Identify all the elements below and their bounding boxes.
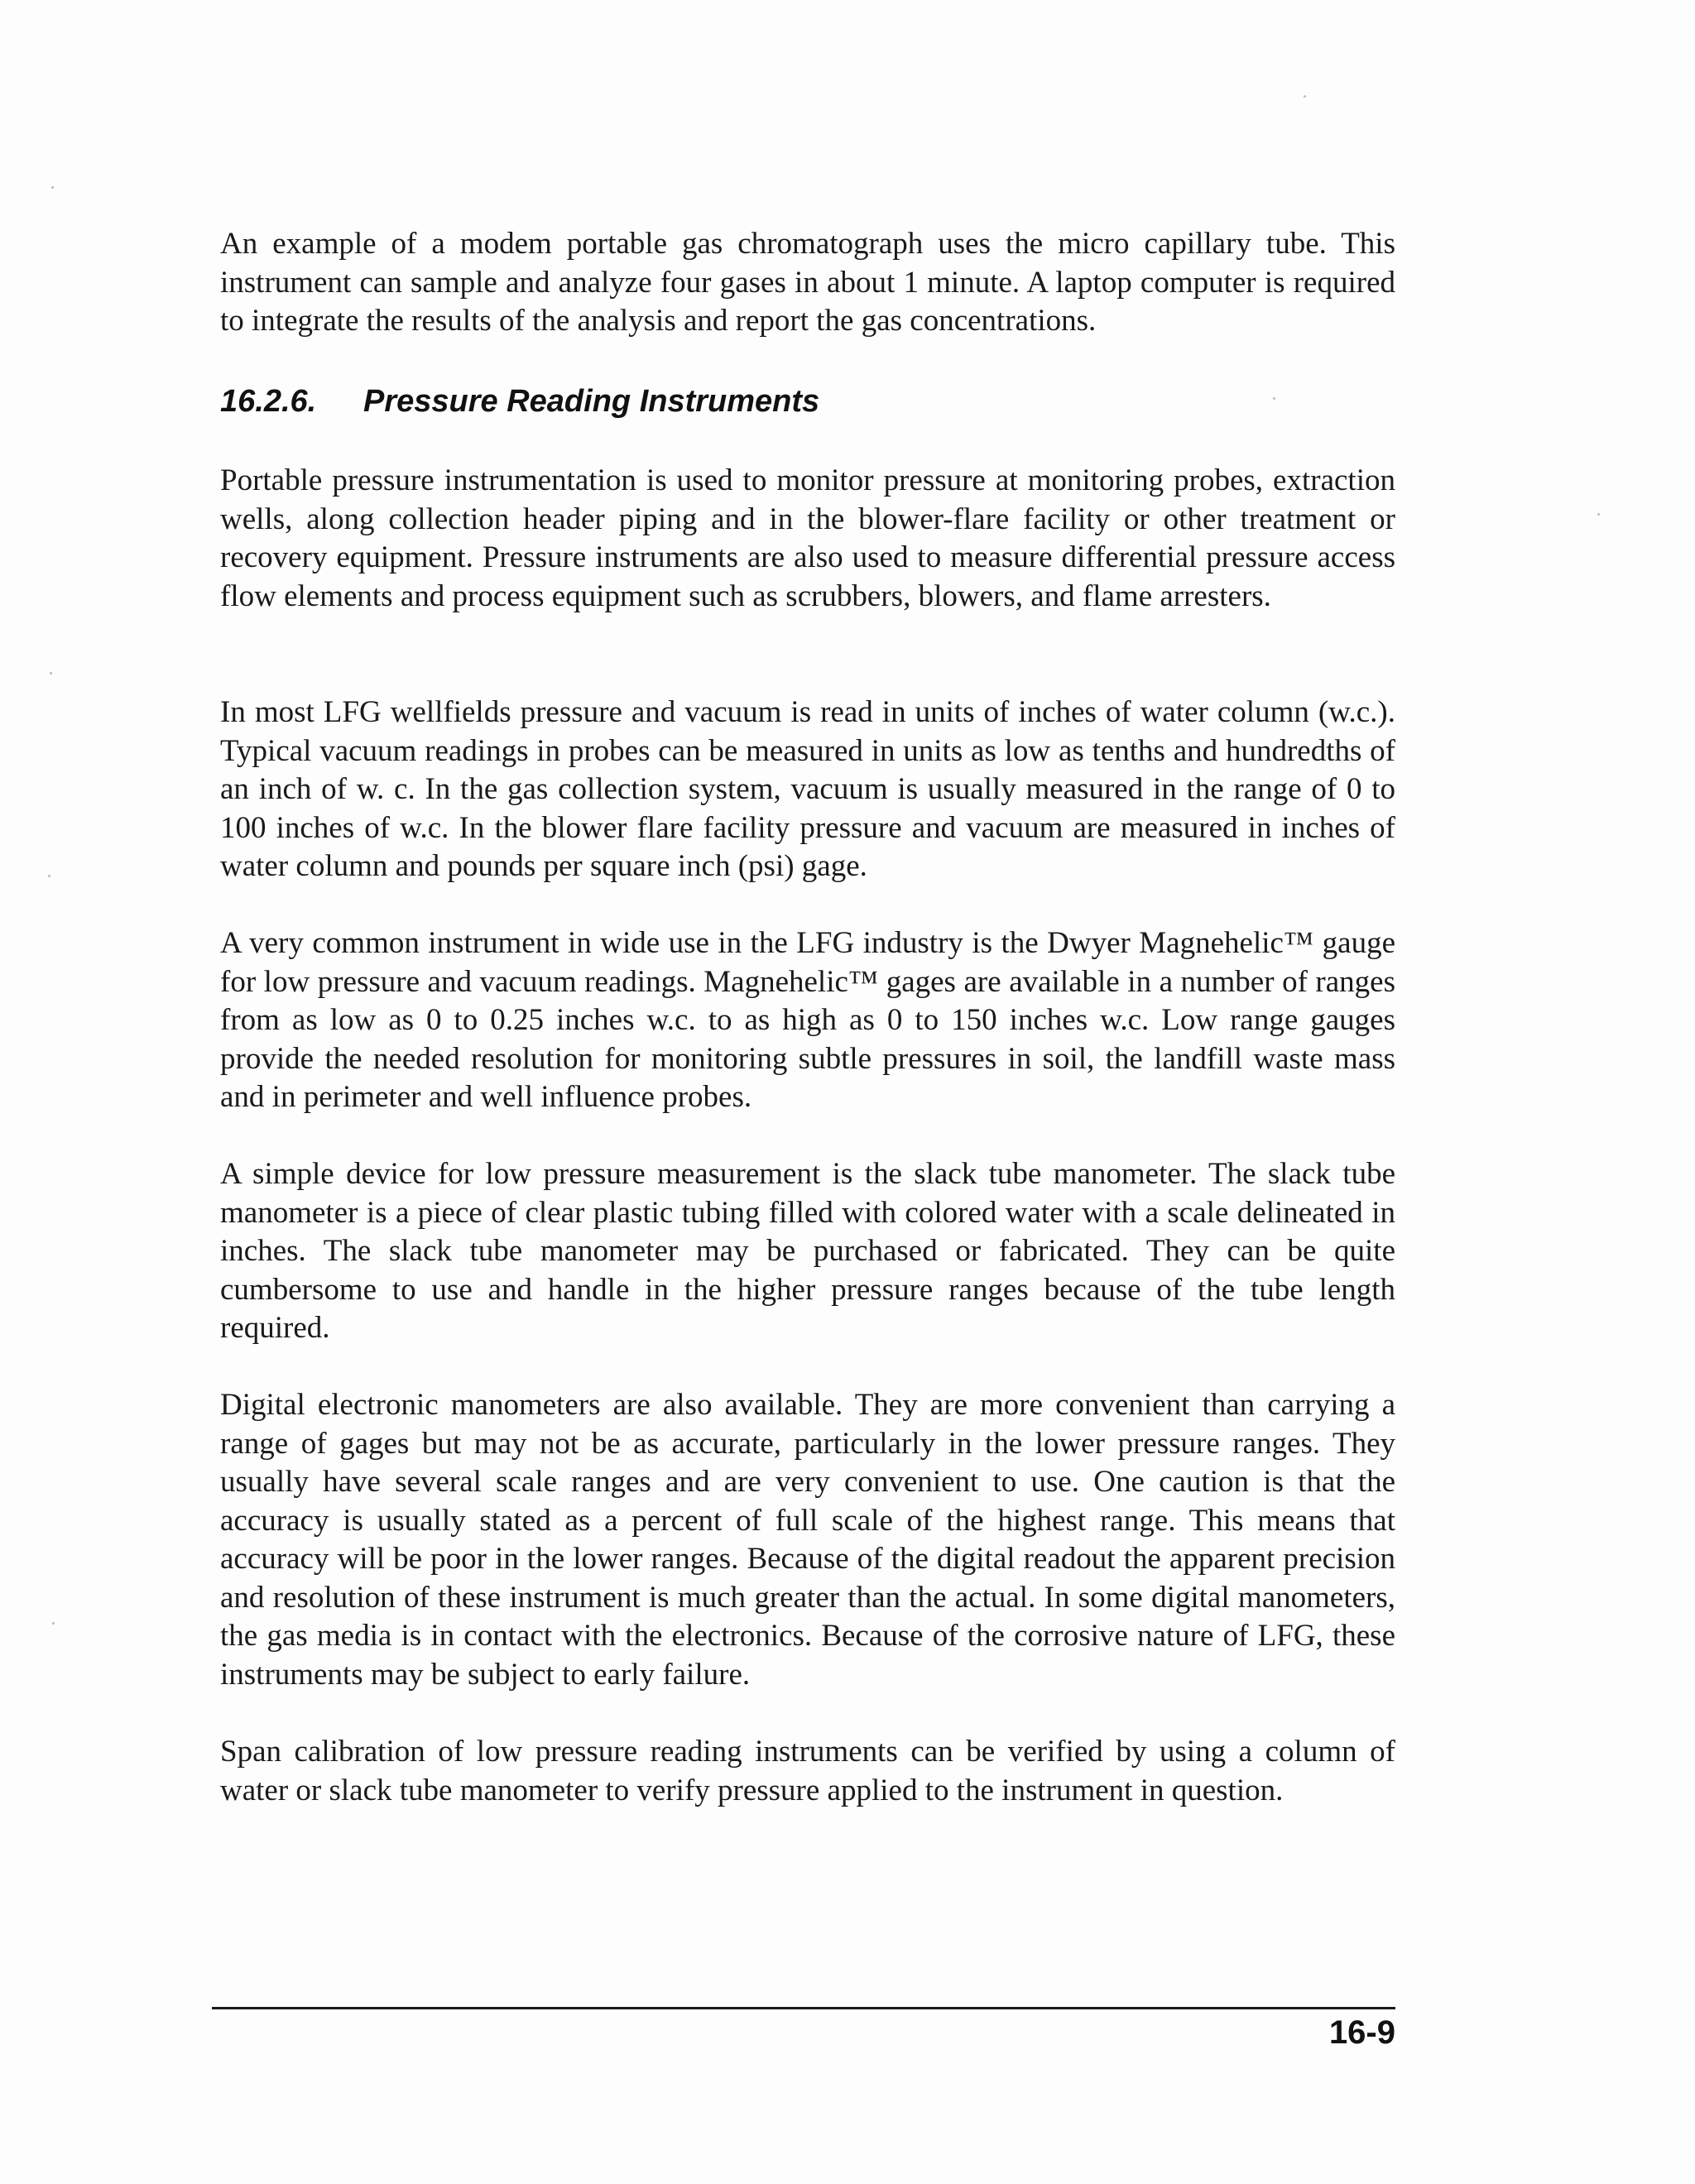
paragraph-span-calibration: Span calibration of low pressure reading instruments can be verified by using a column of water or slack tube manometer to verify pressure applied to the instrument in question. bbox=[220, 1735, 1395, 1807]
intro-paragraph: An example of a modem portable gas chromatograph uses the micro capillary tube. This instrument can sample and analyze four gases in about 1 minute. A laptop computer is required to integrate the results of the analysis and report the gas concentrations. bbox=[220, 227, 1395, 338]
scan-speck bbox=[1304, 95, 1306, 98]
scan-speck bbox=[50, 672, 52, 674]
paragraph-magnehelic: A very common instrument in wide use in the LFG industry is the Dwyer Magnehelic™ gauge for low pressure and vacuum readings. Magnehelic™ gages are available in a number of ranges from as low as 0 to 0.25 inches w.c. to as high as 0 to 150 inches w.c. Low range gauges provide the needed resolution for monitoring subtle pressures in soil, the landfill waste mass and in perimeter and well influence probes. bbox=[220, 926, 1395, 1114]
page-number: 16-9 bbox=[1328, 2014, 1395, 2051]
footer-rule bbox=[212, 2007, 1395, 2009]
section-title: Pressure Reading Instruments bbox=[363, 384, 820, 419]
paragraph-slack-tube: A simple device for low pressure measurement is the slack tube manometer. The slack tube manometer is a piece of clear plastic tubing filled with colored water with a scale delineated in inches. The slack tube manometer may be purchased or fabricated. They can be quite cumbersome to use and handle in the higher pressure ranges because of the tube length required. bbox=[220, 1157, 1395, 1345]
paragraph-units: In most LFG wellfields pressure and vacuum is read in units of inches of water column (w.c.). Typical vacuum readings in probes can be measured in units as low as tenths and hundredths of an inch of w. c. In the gas collection system, vacuum is usually measured in the range of 0 to 100 inches of w.c. In the blower flare facility pressure and vacuum are measured in inches of water column and pounds per square inch (psi) gage. bbox=[220, 695, 1395, 883]
scan-speck bbox=[1597, 513, 1600, 516]
scan-speck bbox=[48, 875, 50, 877]
paragraph-digital-manometers: Digital electronic manometers are also available. They are more convenient than carrying a range of gages but may not be as accurate, particularly in the lower pressure ranges. They usually have several scale ranges and are very convenient to use. One caution is that the accuracy is usually stated as a percent of full scale of the highest range. This means that accuracy will be poor in the lower ranges. Because of the digital readout the apparent precision and resolution of these instrument is much greater than the actual. In some digital manometers, the gas media is in contact with the electronics. Because of the corrosive nature of LFG, these instruments may be subject to early failure. bbox=[220, 1388, 1395, 1692]
scan-speck bbox=[52, 1622, 55, 1625]
scan-speck bbox=[51, 186, 54, 189]
paragraph-portable-pressure: Portable pressure instrumentation is used to monitor pressure at monitoring probes, extraction wells, along collection header piping and in the blower-flare facility or other treatment or recovery equipment. Pressure instruments are also used to measure differential pressure access flow elements and process equipment such as scrubbers, blowers, and flame arresters. bbox=[220, 463, 1395, 613]
section-number: 16.2.6. bbox=[220, 384, 317, 419]
section-heading bbox=[220, 382, 1395, 420]
